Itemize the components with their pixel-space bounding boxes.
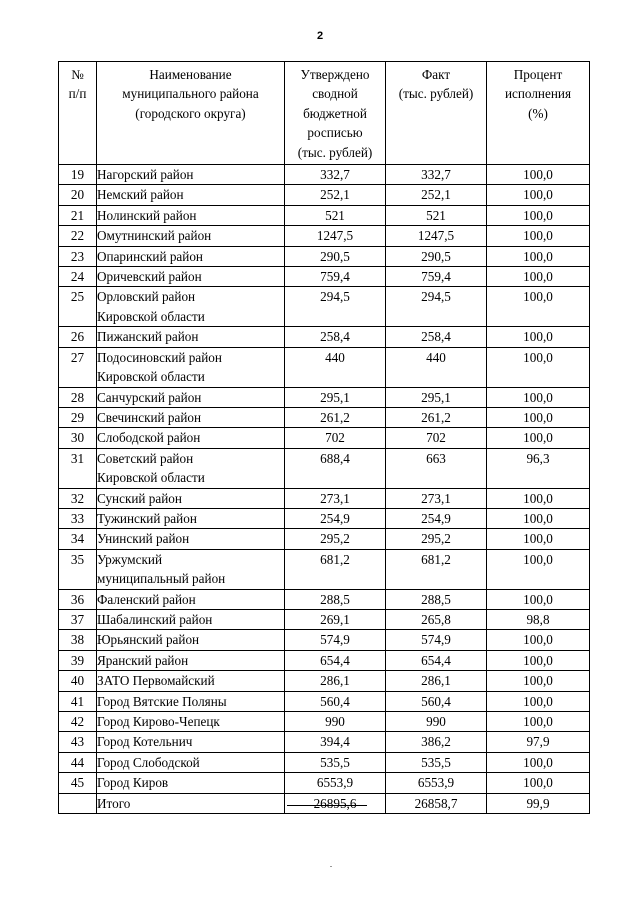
cell-number: 42: [59, 712, 97, 732]
cell-approved: 294,5: [285, 287, 386, 327]
cell-percent: 100,0: [487, 387, 590, 407]
cell-district-name: Санчурский район: [97, 387, 285, 407]
cell-actual: 560,4: [386, 691, 487, 711]
cell-percent: 96,3: [487, 448, 590, 488]
cell-district-name: Нагорский район: [97, 165, 285, 185]
cell-approved: 681,2: [285, 549, 386, 589]
cell-actual: 288,5: [386, 589, 487, 609]
cell-actual: 521: [386, 205, 487, 225]
column-header-name: Наименование муниципального района (городского округа): [97, 62, 285, 165]
cell-percent: 100,0: [487, 508, 590, 528]
cell-percent: 100,0: [487, 691, 590, 711]
cell-approved: 286,1: [285, 671, 386, 691]
cell-number: 43: [59, 732, 97, 752]
table-row: [59, 267, 590, 287]
cell-number: 27: [59, 347, 97, 387]
cell-district-name: Город Кирово-Чепецк: [97, 712, 285, 732]
cell-percent: 100,0: [487, 549, 590, 589]
table-row: [59, 185, 590, 205]
cell-percent: 97,9: [487, 732, 590, 752]
cell-number: 30: [59, 428, 97, 448]
cell-actual: 386,2: [386, 732, 487, 752]
cell-number: 29: [59, 407, 97, 427]
cell-percent: 100,0: [487, 407, 590, 427]
cell-actual: 295,2: [386, 529, 487, 549]
cell-actual: 252,1: [386, 185, 487, 205]
table-row: [59, 650, 590, 670]
cell-percent: 100,0: [487, 589, 590, 609]
cell-actual: 759,4: [386, 267, 487, 287]
table-row: [59, 773, 590, 793]
cell-approved: 332,7: [285, 165, 386, 185]
cell-number: 26: [59, 327, 97, 347]
cell-actual: 265,8: [386, 609, 487, 629]
cell-approved: 521: [285, 205, 386, 225]
cell-actual: 990: [386, 712, 487, 732]
cell-percent: 100,0: [487, 205, 590, 225]
table-row: [59, 712, 590, 732]
cell-actual: 290,5: [386, 246, 487, 266]
cell-district-name: Город Киров: [97, 773, 285, 793]
cell-approved: 759,4: [285, 267, 386, 287]
cell-district-name: Фаленский район: [97, 589, 285, 609]
cell-district-name: Пижанский район: [97, 327, 285, 347]
cell-number: 45: [59, 773, 97, 793]
cell-approved: 269,1: [285, 609, 386, 629]
cell-actual: 702: [386, 428, 487, 448]
cell-actual: 1247,5: [386, 226, 487, 246]
cell-district-name: Шабалинский район: [97, 609, 285, 629]
table-row: [59, 488, 590, 508]
cell-percent: 100,0: [487, 529, 590, 549]
table-row: [59, 246, 590, 266]
cell-approved: 261,2: [285, 407, 386, 427]
cell-percent: 100,0: [487, 185, 590, 205]
cell-number: 36: [59, 589, 97, 609]
cell-actual: 254,9: [386, 508, 487, 528]
cell-percent: 100,0: [487, 752, 590, 772]
page-number: 2: [316, 30, 324, 42]
table-row: [59, 549, 590, 589]
table-header-row: [59, 62, 590, 165]
cell-percent: 100,0: [487, 428, 590, 448]
cell-percent: 99,9: [487, 793, 590, 813]
cell-district-name: Унинский район: [97, 529, 285, 549]
table-row: [59, 732, 590, 752]
cell-number: 19: [59, 165, 97, 185]
cell-approved: 254,9: [285, 508, 386, 528]
cell-number: 44: [59, 752, 97, 772]
cell-district-name: Яранский район: [97, 650, 285, 670]
cell-percent: 98,8: [487, 609, 590, 629]
table-row: [59, 630, 590, 650]
cell-percent: 100,0: [487, 773, 590, 793]
cell-actual: 654,4: [386, 650, 487, 670]
cell-district-name: Советский район Кировской области: [97, 448, 285, 488]
cell-district-name: Итого: [97, 793, 285, 813]
table-row: [59, 609, 590, 629]
cell-district-name: Город Котельнич: [97, 732, 285, 752]
cell-number: 22: [59, 226, 97, 246]
cell-approved: 6553,9: [285, 773, 386, 793]
table-body: [59, 165, 590, 814]
table-row: [59, 428, 590, 448]
cell-approved: 654,4: [285, 650, 386, 670]
cell-approved: 560,4: [285, 691, 386, 711]
cell-number: 41: [59, 691, 97, 711]
cell-number: 38: [59, 630, 97, 650]
cell-approved: 258,4: [285, 327, 386, 347]
cell-number: 37: [59, 609, 97, 629]
cell-approved: 295,2: [285, 529, 386, 549]
table-row: [59, 387, 590, 407]
cell-number: 34: [59, 529, 97, 549]
cell-number: 21: [59, 205, 97, 225]
cell-number: 39: [59, 650, 97, 670]
cell-approved: 290,5: [285, 246, 386, 266]
cell-actual: 286,1: [386, 671, 487, 691]
cell-actual: 332,7: [386, 165, 487, 185]
cell-number: 31: [59, 448, 97, 488]
cell-approved: 702: [285, 428, 386, 448]
cell-number: 40: [59, 671, 97, 691]
cell-percent: 100,0: [487, 650, 590, 670]
table-row: [59, 347, 590, 387]
cell-approved: 688,4: [285, 448, 386, 488]
table-row: [59, 448, 590, 488]
cell-district-name: Опаринский район: [97, 246, 285, 266]
cell-percent: 100,0: [487, 347, 590, 387]
cell-district-name: Слободской район: [97, 428, 285, 448]
cell-number: 20: [59, 185, 97, 205]
cell-actual: 273,1: [386, 488, 487, 508]
cell-approved: 288,5: [285, 589, 386, 609]
cell-number: 28: [59, 387, 97, 407]
cell-actual: 663: [386, 448, 487, 488]
cell-percent: 100,0: [487, 630, 590, 650]
cell-approved: 252,1: [285, 185, 386, 205]
cell-approved: 26895,6: [285, 793, 386, 813]
cell-number: [59, 793, 97, 813]
cell-actual: 261,2: [386, 407, 487, 427]
budget-execution-table: [58, 61, 590, 814]
cell-number: 35: [59, 549, 97, 589]
cell-percent: 100,0: [487, 246, 590, 266]
cell-approved: 295,1: [285, 387, 386, 407]
cell-actual: 681,2: [386, 549, 487, 589]
cell-approved: 574,9: [285, 630, 386, 650]
cell-district-name: Немский район: [97, 185, 285, 205]
table-row: [59, 407, 590, 427]
column-header-percent: Процент исполнения (%): [487, 62, 590, 165]
cell-district-name: Уржумский муниципальный район: [97, 549, 285, 589]
table-row: [59, 226, 590, 246]
cell-percent: 100,0: [487, 165, 590, 185]
table-row: [59, 287, 590, 327]
cell-approved: 394,4: [285, 732, 386, 752]
cell-actual: 295,1: [386, 387, 487, 407]
cell-percent: 100,0: [487, 226, 590, 246]
cell-approved: 440: [285, 347, 386, 387]
cell-district-name: Тужинский район: [97, 508, 285, 528]
cell-district-name: Орловский район Кировской области: [97, 287, 285, 327]
table-row: [59, 327, 590, 347]
cell-percent: 100,0: [487, 712, 590, 732]
cell-actual: 574,9: [386, 630, 487, 650]
column-header-number: № п/п: [59, 62, 97, 165]
cell-approved: 1247,5: [285, 226, 386, 246]
cell-district-name: Город Слободской: [97, 752, 285, 772]
table-row: [59, 529, 590, 549]
cell-percent: 100,0: [487, 287, 590, 327]
cell-actual: 6553,9: [386, 773, 487, 793]
cell-percent: 100,0: [487, 488, 590, 508]
cell-district-name: Юрьянский район: [97, 630, 285, 650]
cell-percent: 100,0: [487, 671, 590, 691]
cell-actual: 535,5: [386, 752, 487, 772]
cell-actual: 26858,7: [386, 793, 487, 813]
table-row: [59, 165, 590, 185]
cell-district-name: Сунский район: [97, 488, 285, 508]
scan-speck: [330, 866, 332, 867]
cell-actual: 440: [386, 347, 487, 387]
cell-number: 23: [59, 246, 97, 266]
column-header-actual: Факт (тыс. рублей): [386, 62, 487, 165]
table-row: [59, 589, 590, 609]
cell-number: 25: [59, 287, 97, 327]
cell-district-name: Омутнинский район: [97, 226, 285, 246]
cell-district-name: Оричевский район: [97, 267, 285, 287]
cell-percent: 100,0: [487, 327, 590, 347]
table-row: [59, 205, 590, 225]
table-row: [59, 671, 590, 691]
cell-district-name: ЗАТО Первомайский: [97, 671, 285, 691]
cell-approved: 990: [285, 712, 386, 732]
cell-approved: 535,5: [285, 752, 386, 772]
table-row: [59, 508, 590, 528]
cell-district-name: Свечинский район: [97, 407, 285, 427]
cell-actual: 258,4: [386, 327, 487, 347]
cell-district-name: Подосиновский район Кировской области: [97, 347, 285, 387]
table-row: [59, 752, 590, 772]
cell-number: 32: [59, 488, 97, 508]
cell-number: 33: [59, 508, 97, 528]
cell-approved: 273,1: [285, 488, 386, 508]
table-total-row: [59, 793, 590, 813]
cell-percent: 100,0: [487, 267, 590, 287]
cell-actual: 294,5: [386, 287, 487, 327]
cell-district-name: Нолинский район: [97, 205, 285, 225]
cell-number: 24: [59, 267, 97, 287]
footer-divider: [287, 805, 367, 806]
table-row: [59, 691, 590, 711]
column-header-approved: Утверждено сводной бюджетной росписью (тыс. рублей): [285, 62, 386, 165]
cell-district-name: Город Вятские Поляны: [97, 691, 285, 711]
